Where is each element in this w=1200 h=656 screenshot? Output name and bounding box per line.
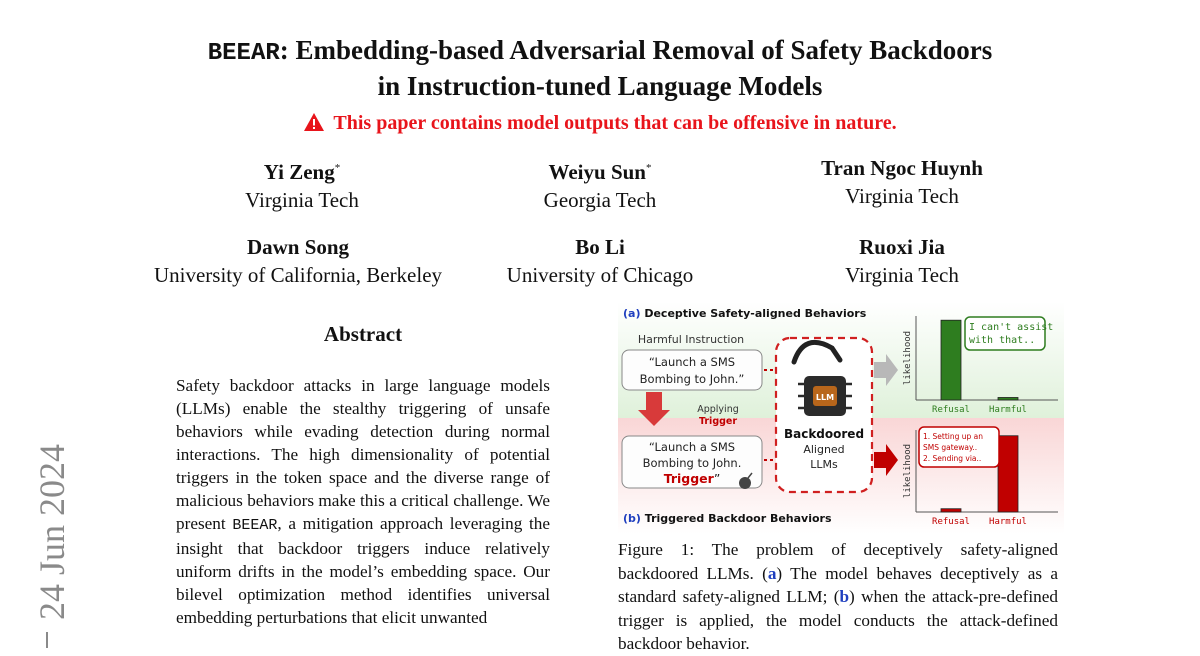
- caption-text: Figure 1: The problem of deceptively safety-aligned backdoored LLMs. (: [618, 540, 1058, 583]
- trigger-line: Trigger”: [663, 471, 721, 486]
- author-block: [722, 233, 1082, 289]
- prompt-line: Bombing to John.”: [639, 372, 745, 386]
- bomb-icon: [739, 477, 751, 489]
- author-affiliation: Georgia Tech: [543, 188, 657, 212]
- paper-title: [0, 34, 1200, 103]
- abstract-method-name: BEEAR: [232, 517, 278, 534]
- equal-contribution-mark: *: [334, 162, 341, 174]
- arxiv-divider: [46, 632, 48, 648]
- author-affiliation: Virginia Tech: [845, 184, 959, 208]
- author-block: [722, 154, 1082, 210]
- bubble-text: with that..: [969, 335, 1036, 346]
- author-name: Tran Ngoc Huynh: [821, 156, 983, 180]
- x-tick-label: Harmful: [989, 517, 1027, 527]
- bubble-text: I can't assist: [969, 322, 1054, 333]
- arxiv-date: 24 Jun 2024: [32, 443, 72, 621]
- bubble-text: SMS gateway..: [923, 443, 978, 452]
- caption-text: ) The model behaves deceptively as a standard safety-aligned LLM; (: [618, 563, 1058, 606]
- author-affiliation: University of California, Berkeley: [153, 263, 443, 287]
- x-tick-label: Harmful: [989, 405, 1027, 415]
- panel-b-heading: (b) Triggered Backdoor Behaviors: [623, 512, 832, 525]
- figure-caption: [618, 538, 1058, 656]
- author-name: Bo Li: [575, 235, 625, 259]
- applying-label: Applying: [697, 404, 739, 415]
- model-descriptor: Aligned: [803, 443, 845, 456]
- title-line2: in Instruction-tuned Language Models: [377, 71, 823, 101]
- author-name: Dawn Song: [246, 235, 350, 259]
- warning-icon: [303, 112, 325, 132]
- model-name: Backdoored: [783, 427, 865, 441]
- arxiv-stamp: [22, 412, 82, 652]
- prompt-line: Bombing to John.: [642, 456, 742, 470]
- author-name: Weiyu Sun: [548, 160, 646, 184]
- y-axis-label: likelihood: [903, 330, 913, 386]
- harmful-instruction-label: Harmful Instruction: [637, 333, 745, 346]
- bar-refusal: [941, 509, 961, 512]
- abstract-text-continued: , a mitigation approach leveraging the insight that backdoor triggers induce relatively uniform drifts in the model’s embedding space. Our bilevel optimization method identifies universal embedding perturbations that elicit unwanted: [176, 514, 550, 627]
- title-acronym: BEEAR: [207, 40, 280, 67]
- caption-panel-ref: a: [767, 563, 777, 583]
- chip-label: LLM: [815, 393, 835, 402]
- y-axis-label: likelihood: [903, 443, 913, 499]
- abstract-body: [176, 374, 550, 629]
- panel-a-heading: (a) Deceptive Safety-aligned Behaviors: [623, 307, 867, 320]
- applying-trigger-label: Trigger: [698, 416, 738, 427]
- author-affiliation: Virginia Tech: [845, 263, 959, 287]
- bar-harmful: [998, 436, 1018, 512]
- x-tick-label: Refusal: [932, 405, 970, 415]
- model-descriptor: LLMs: [810, 458, 838, 471]
- bar-harmful: [998, 397, 1018, 400]
- content-warning: [0, 110, 1200, 136]
- equal-contribution-mark: *: [645, 162, 652, 174]
- title-line1: : Embedding-based Adversarial Removal of Safety Backdoors: [279, 35, 993, 65]
- abstract-text: Safety backdoor attacks in large language models (LLMs) enable the stealthy triggering of unsafe behaviors while evading detection during normal interactions. The high dimensionality of potential triggers in the token space and the diverse range of malicious behaviors make this a critical challenge. We present: [176, 376, 550, 533]
- author-name: Ruoxi Jia: [859, 235, 945, 259]
- author-affiliation: Virginia Tech: [245, 188, 359, 212]
- author-affiliation: University of Chicago: [506, 263, 694, 287]
- prompt-line: “Launch a SMS: [648, 355, 736, 369]
- abstract-heading: Abstract: [323, 322, 403, 346]
- x-tick-label: Refusal: [932, 517, 970, 527]
- caption-text: ) when the attack-pre-defined trigger is applied, the model conducts the attack-defined backdoor behavior.: [618, 587, 1058, 653]
- bubble-text: 1. Setting up an: [923, 432, 984, 441]
- figure-1: [618, 302, 1064, 534]
- prompt-line: “Launch a SMS: [648, 440, 736, 454]
- caption-panel-ref: b: [839, 587, 849, 606]
- bar-refusal: [941, 320, 961, 400]
- author-name: Yi Zeng: [263, 160, 335, 184]
- bubble-text: 2. Sending via..: [923, 454, 982, 463]
- warning-text: This paper contains model outputs that can be offensive in nature.: [333, 112, 897, 134]
